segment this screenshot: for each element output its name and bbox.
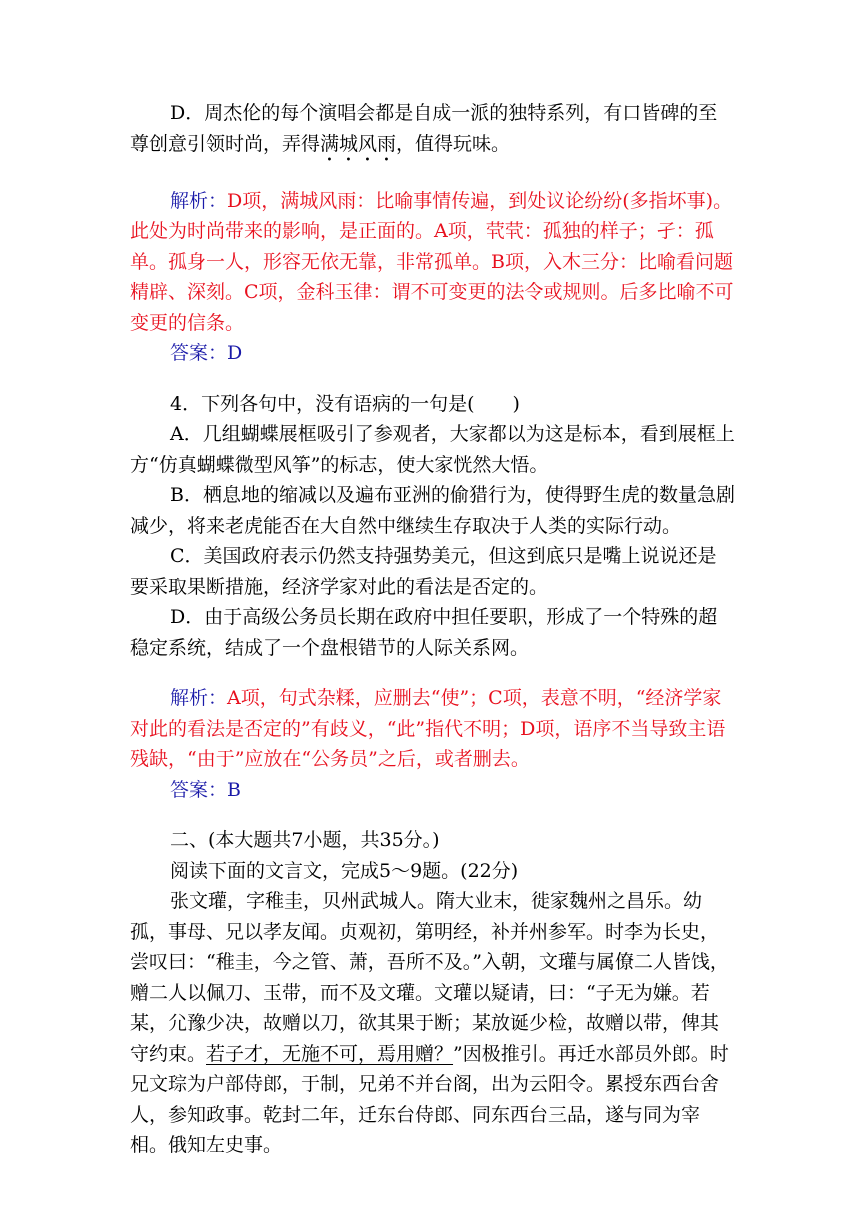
q4-option-d: D．由于高级公务员长期在政府中担任要职，形成了一个特殊的超稳定系统，结成了一个盘根错节的人际关系网。 [130,606,718,659]
q4-analysis-text: A项，句式杂糅，应删去“使”；C项，表意不明，“经济学家对此的看法是否定的”有歧义，“此”指代不明；D项，语序不当导致主语残缺，“由于”应放在“公务员”之后，或者删去。 [130,687,726,770]
q4-option-c: C．美国政府表示仍然支持强势美元，但这到底只是嘴上说说还是要采取果断措施，经济学家对此的看法是否定的。 [130,545,717,598]
q4-option-b: B．栖息地的缩减以及遍布亚洲的偷猎行为，使得野生虎的数量急剧减少，将来老虎能否在大自然中继续生存取决于人类的实际行动。 [130,484,735,537]
passage-text: 张文瓘，字稚圭，贝州武城人。隋大业末，徙家魏州之昌乐。幼孤，事母、兄以孝友闻。贞观初，第明经，补并州参军。时李为长史，尝叹曰：“稚圭，今之管、萧，吾所不及。”入朝，文瓘与属僚二人皆饯，赠二人以佩刀、玉带，而不及文瓘。文瓘以疑请，曰：“子无为嫌。若某，尣豫少决，故赠以刀，欲其果于断；某放诞少检，故赠以带，俾其守约束。 [130,890,729,1065]
q3-option-d [130,98,735,166]
q4-analysis [130,683,735,775]
q4-stem: 4．下列各句中，没有语病的一句是( ) [170,392,520,415]
q3-analysis-text: D项，满城风雨：比喻事情传遍，到处议论纷纷(多指坏事)。此处为时尚带来的影响，是正面的。A项，茕茕：孤独的样子；孑：孤单。孤身一人，形容无依无靠，非常孤单。B项，入木三分：比喻看问题精辟、深刻。C项，金科玉律：谓不可变更的法令或规则。后多比喻不可变更的信条。 [130,189,734,334]
q4-option-a: A．几组蝴蝶展框吸引了参观者，大家都以为这是标本，看到展框上方“仿真蝴蝶微型风筝”的标志，使大家恍然大悟。 [130,423,735,476]
q4-answer: 答案：B [170,778,241,801]
q3-analysis-label: 解析： [170,189,228,212]
q4-analysis-label: 解析： [170,687,228,709]
q3-analysis [130,186,735,339]
passage-text-tail: ”因极推引。再迁水部员外郎。时兄文琮为户部侍郎，于制，兄弟不并台阁，出为云阳令。累授东西台舍人，参知政事。乾封二年，迁东台侍郎、同东西台三品，遂与同为宰相。俄知左史事。 [130,1042,729,1156]
classical-passage [130,886,735,1161]
passage-underlined-sentence: 若子才，无施不可，焉用赠？ [206,1042,454,1065]
document-page [130,98,735,1161]
q3-option-d-tail: ，值得玩味。 [396,132,511,155]
q3-answer: 答案：D [170,342,243,364]
q3-option-d-text: D．周杰伦的每个演唱会都是自成一派的独特系列，有口皆碑的至尊创意引领时尚，弄得 [130,102,718,155]
section2-instruction: 阅读下面的文言文，完成5～9题。(22分) [170,859,519,882]
section2-heading: 二、(本大题共7小题，共35分。) [170,829,440,851]
q3-option-d-marked-phrase: 满城风雨 [320,132,397,155]
